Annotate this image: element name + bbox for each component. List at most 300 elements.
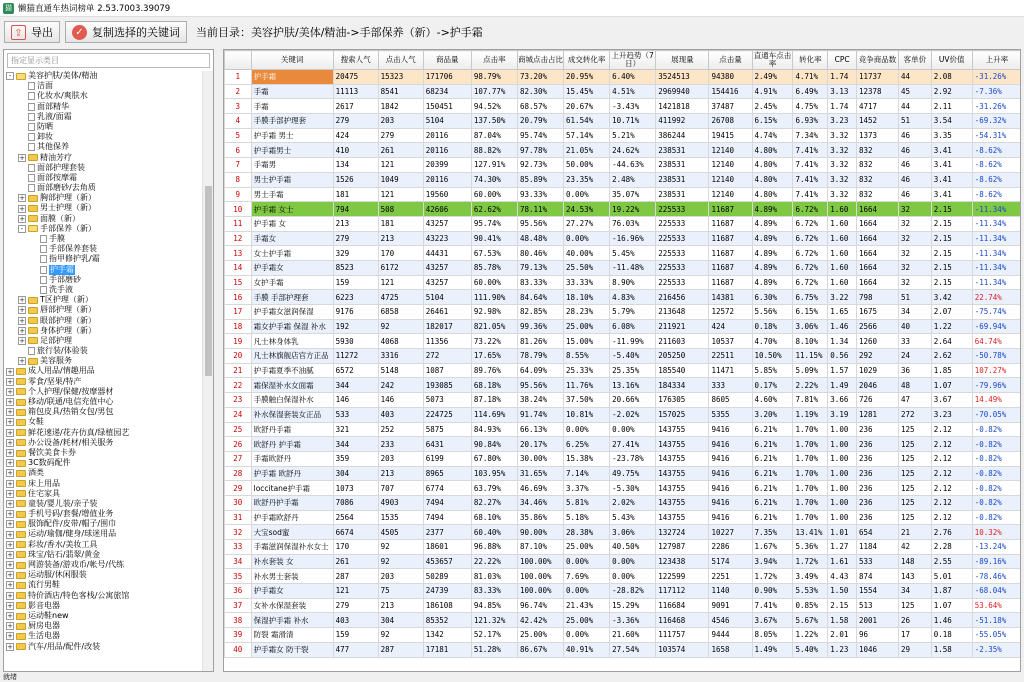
tree-item[interactable] xyxy=(4,102,203,112)
tree-item[interactable] xyxy=(4,397,203,407)
table-cell: 2.92 xyxy=(931,84,972,99)
table-cell: 7.41% xyxy=(793,158,828,173)
table-row[interactable] xyxy=(225,642,1022,657)
table-row[interactable] xyxy=(225,393,1022,408)
table-cell: 5.53% xyxy=(793,584,828,599)
tree-item[interactable] xyxy=(4,305,203,315)
table-row[interactable] xyxy=(225,260,1022,275)
tree-item[interactable] xyxy=(4,468,203,478)
tree-item[interactable] xyxy=(4,377,203,387)
tree-item[interactable] xyxy=(4,519,203,529)
expand-icon[interactable]: + xyxy=(7,459,13,468)
expand-icon[interactable]: + xyxy=(19,326,25,335)
keyword-cell[interactable]: 手霜女 xyxy=(251,231,333,246)
expand-icon[interactable]: + xyxy=(7,642,13,651)
table-row[interactable] xyxy=(225,334,1022,349)
table-row[interactable] xyxy=(225,84,1022,99)
expand-icon[interactable]: + xyxy=(7,571,13,580)
keyword-cell[interactable]: loccitane护手霜 xyxy=(251,481,333,496)
tree-item[interactable] xyxy=(4,316,203,326)
table-cell: 32 xyxy=(898,216,931,231)
table-cell: 32 xyxy=(898,202,931,217)
column-header[interactable]: 展现量 xyxy=(656,51,709,70)
column-header[interactable]: 商城点击占比 xyxy=(517,51,563,70)
tree-item[interactable] xyxy=(4,356,203,366)
table-cell: 64.74% xyxy=(972,334,1021,349)
row-index: 40 xyxy=(225,642,252,657)
table-row[interactable] xyxy=(225,481,1022,496)
keyword-cell[interactable]: 男士护手霜 xyxy=(251,172,333,187)
keyword-cell[interactable]: 手膜手部护理套 xyxy=(251,114,333,129)
keyword-cell[interactable]: 护手霜女 防干裂 xyxy=(251,642,333,657)
table-cell: 5073 xyxy=(423,393,471,408)
row-index: 37 xyxy=(225,598,252,613)
tree-item[interactable] xyxy=(4,499,203,509)
table-cell: 4.74% xyxy=(752,128,793,143)
table-cell: 213 xyxy=(378,466,423,481)
column-header[interactable]: 点击率 xyxy=(471,51,517,70)
table-cell: 1073 xyxy=(333,481,378,496)
keyword-cell[interactable]: 补水保湿套装女正品 xyxy=(251,407,333,422)
tree-item-label: 面部按摩霜 xyxy=(37,172,77,182)
expand-icon[interactable]: + xyxy=(7,499,13,508)
table-row[interactable] xyxy=(225,290,1022,305)
tree-item[interactable] xyxy=(4,224,203,234)
tree-item[interactable] xyxy=(4,214,203,224)
table-cell: 34 xyxy=(898,305,931,320)
table-cell: 6.21% xyxy=(752,437,793,452)
table-cell: 20.17% xyxy=(517,437,563,452)
keyword-cell[interactable]: 护手霜欧舒丹 xyxy=(251,510,333,525)
column-header[interactable]: 点击人气 xyxy=(378,51,423,70)
expand-icon[interactable]: + xyxy=(7,479,13,488)
table-cell: 17181 xyxy=(423,642,471,657)
table-cell: 279 xyxy=(333,114,378,129)
folder-icon xyxy=(16,582,26,589)
tree-item[interactable] xyxy=(4,285,203,295)
tree-item[interactable] xyxy=(4,560,203,570)
column-header[interactable]: 上升趋势（7日） xyxy=(611,51,654,68)
table-cell: 5875 xyxy=(423,422,471,437)
tree-item[interactable] xyxy=(4,346,203,356)
table-row[interactable] xyxy=(225,349,1022,364)
tree-item[interactable] xyxy=(4,153,203,163)
table-cell: -28.82% xyxy=(610,584,656,599)
keyword-cell[interactable]: 保湿护手霜 补水 xyxy=(251,613,333,628)
tree-item[interactable] xyxy=(4,91,203,101)
tree-item[interactable] xyxy=(4,631,203,641)
document-icon xyxy=(28,174,35,182)
keyword-cell[interactable]: 女护手霜 xyxy=(251,275,333,290)
table-cell: 1.70% xyxy=(793,451,828,466)
column-header[interactable]: 点击量 xyxy=(709,51,752,70)
column-header[interactable]: 成交转化率 xyxy=(564,51,610,70)
tree-item[interactable] xyxy=(4,591,203,601)
keyword-cell[interactable]: 补水男士套装 xyxy=(251,569,333,584)
table-row[interactable] xyxy=(225,554,1022,569)
table-row[interactable] xyxy=(225,143,1022,158)
column-header[interactable]: 直通车点击率 xyxy=(753,51,792,68)
tree-item[interactable] xyxy=(4,458,203,468)
tree-item[interactable] xyxy=(4,479,203,489)
table-row[interactable] xyxy=(225,437,1022,452)
column-header[interactable]: 关键词 xyxy=(251,51,333,70)
tree-item[interactable] xyxy=(4,81,203,91)
expand-icon[interactable]: + xyxy=(7,591,13,600)
table-cell: 94.52% xyxy=(471,99,517,114)
expand-icon[interactable]: + xyxy=(19,214,25,223)
tree-filter-input[interactable]: 指定显示类目 xyxy=(7,53,210,68)
expand-icon[interactable]: + xyxy=(7,428,13,437)
table-cell: 4.70% xyxy=(752,334,793,349)
tree-item[interactable] xyxy=(4,489,203,499)
tree-item[interactable] xyxy=(4,407,203,417)
tree-item[interactable] xyxy=(4,428,203,438)
table-cell: 211921 xyxy=(656,319,709,334)
table-cell: 114.69% xyxy=(471,407,517,422)
tree-item[interactable] xyxy=(4,448,203,458)
keyword-cell[interactable]: 凡士林旗舰店官方正品 xyxy=(251,349,333,364)
column-header[interactable]: 客单价 xyxy=(898,51,931,70)
table-row[interactable] xyxy=(225,114,1022,129)
tree-item[interactable] xyxy=(4,173,203,183)
expand-icon[interactable]: + xyxy=(19,357,25,366)
table-cell: 2.12 xyxy=(931,481,972,496)
table-cell: 2.12 xyxy=(931,466,972,481)
table-row[interactable] xyxy=(225,319,1022,334)
tree-item[interactable] xyxy=(4,570,203,580)
tree-item-label: 移动/联通/电信充值中心 xyxy=(28,397,114,406)
table-cell: 9416 xyxy=(709,451,752,466)
table-cell: 127.91% xyxy=(471,158,517,173)
table-row[interactable] xyxy=(225,216,1022,231)
table-cell: 107.77% xyxy=(471,84,517,99)
keyword-cell[interactable]: 霜女护手霜 保湿 补水 xyxy=(251,319,333,334)
expand-icon[interactable]: + xyxy=(7,550,13,559)
table-cell: 14.49% xyxy=(972,393,1021,408)
table-cell: 5355 xyxy=(709,407,752,422)
table-row[interactable] xyxy=(225,613,1022,628)
tree-item[interactable] xyxy=(4,642,203,652)
table-cell: 238531 xyxy=(656,158,709,173)
expand-icon[interactable]: + xyxy=(19,336,25,345)
expand-icon[interactable]: + xyxy=(7,622,13,631)
expand-icon[interactable]: + xyxy=(7,438,13,447)
keyword-cell[interactable]: 补水套装 女 xyxy=(251,554,333,569)
tree-item[interactable] xyxy=(4,71,203,81)
folder-icon xyxy=(16,643,26,650)
tree-item[interactable] xyxy=(4,540,203,550)
collapse-icon[interactable]: - xyxy=(18,225,26,233)
table-cell: 2564 xyxy=(333,510,378,525)
expand-icon[interactable]: + xyxy=(7,612,13,621)
table-row[interactable] xyxy=(225,70,1022,85)
table-cell: -5.40% xyxy=(610,349,656,364)
tree-item[interactable] xyxy=(4,580,203,590)
row-index: 26 xyxy=(225,437,252,452)
table-row[interactable] xyxy=(225,540,1022,555)
table-cell: 10227 xyxy=(709,525,752,540)
table-cell: 3.49% xyxy=(793,569,828,584)
table-cell: 21.05% xyxy=(564,143,610,158)
expand-icon[interactable]: + xyxy=(7,449,13,458)
table-row[interactable] xyxy=(225,363,1022,378)
expand-icon[interactable]: + xyxy=(19,204,25,213)
column-header[interactable]: 搜索人气 xyxy=(333,51,378,70)
keyword-cell[interactable]: 护手霜女滋润保湿 xyxy=(251,305,333,320)
expand-icon[interactable]: + xyxy=(7,540,13,549)
keyword-cell[interactable]: 护手霜 xyxy=(251,70,333,85)
tree-item[interactable] xyxy=(4,142,203,152)
expand-icon[interactable]: + xyxy=(19,316,25,325)
table-cell: 27.27% xyxy=(564,216,610,231)
tree-item[interactable] xyxy=(4,112,203,122)
table-cell: 75 xyxy=(378,584,423,599)
tree-item[interactable] xyxy=(4,438,203,448)
table-row[interactable] xyxy=(225,158,1022,173)
table-cell: 213 xyxy=(333,216,378,231)
expand-icon[interactable]: + xyxy=(7,510,13,519)
tree-item[interactable] xyxy=(4,336,203,346)
folder-icon xyxy=(16,541,26,548)
document-icon xyxy=(28,347,35,355)
keyword-cell[interactable]: 护手霜 女 xyxy=(251,216,333,231)
table-cell: -55.05% xyxy=(972,628,1021,643)
table-row[interactable] xyxy=(225,275,1022,290)
column-header[interactable]: CPC xyxy=(828,51,857,70)
table-cell: 92.73% xyxy=(517,158,563,173)
keyword-cell[interactable]: 女补水保湿套装 xyxy=(251,598,333,613)
table-cell: 5.81% xyxy=(564,495,610,510)
table-cell: 2.28 xyxy=(931,540,972,555)
expand-icon[interactable]: + xyxy=(7,489,13,498)
expand-icon[interactable]: + xyxy=(7,418,13,427)
column-header[interactable] xyxy=(225,51,252,70)
table-row[interactable] xyxy=(225,584,1022,599)
expand-icon[interactable]: + xyxy=(7,530,13,539)
table-row[interactable] xyxy=(225,569,1022,584)
folder-icon xyxy=(16,531,26,538)
expand-icon[interactable]: + xyxy=(7,367,13,376)
title-bar xyxy=(0,0,1024,17)
expand-icon[interactable]: + xyxy=(19,194,25,203)
collapse-icon[interactable]: - xyxy=(6,72,14,80)
keyword-cell[interactable]: 欧舒丹护手霜 xyxy=(251,495,333,510)
keyword-cell[interactable]: 手霜 xyxy=(251,99,333,114)
table-row[interactable] xyxy=(225,246,1022,261)
keyword-cell[interactable]: 护手霜 欧舒丹 xyxy=(251,466,333,481)
tree-item[interactable] xyxy=(4,203,203,213)
category-tree xyxy=(4,71,203,671)
tree-item[interactable] xyxy=(4,417,203,427)
expand-icon[interactable]: + xyxy=(7,469,13,478)
keyword-cell[interactable]: 欧舒丹 护手霜 xyxy=(251,437,333,452)
expand-icon[interactable]: + xyxy=(19,306,25,315)
table-cell: 1.61 xyxy=(828,554,857,569)
table-row[interactable] xyxy=(225,378,1022,393)
keyword-cell[interactable]: 护手霜夏季不油腻 xyxy=(251,363,333,378)
tree-item[interactable] xyxy=(4,550,203,560)
folder-open-icon xyxy=(16,73,26,80)
table-cell: 63.79% xyxy=(471,481,517,496)
table-row[interactable] xyxy=(225,466,1022,481)
copy-keywords-button[interactable] xyxy=(65,21,187,43)
table-cell: 4725 xyxy=(378,290,423,305)
expand-icon[interactable]: + xyxy=(7,377,13,386)
keyword-cell[interactable]: 护手霜 男士 xyxy=(251,128,333,143)
table-cell: 5.56% xyxy=(752,305,793,320)
table-cell: 236 xyxy=(856,451,898,466)
tree-item[interactable] xyxy=(4,193,203,203)
expand-icon[interactable]: + xyxy=(7,520,13,529)
folder-icon xyxy=(16,378,26,385)
keyword-cell[interactable]: 手膜 手部护理套 xyxy=(251,290,333,305)
table-row[interactable] xyxy=(225,628,1022,643)
table-cell: 20475 xyxy=(333,70,378,85)
table-row[interactable] xyxy=(225,305,1022,320)
table-cell: 1.70% xyxy=(793,510,828,525)
table-cell: 386244 xyxy=(656,128,709,143)
keyword-cell[interactable]: 霜保湿补水女面霜 xyxy=(251,378,333,393)
table-row[interactable] xyxy=(225,187,1022,202)
table-row[interactable] xyxy=(225,99,1022,114)
tree-item-label: 乳液/面霜 xyxy=(37,111,72,121)
table-cell: 82.27% xyxy=(471,495,517,510)
table-cell: 1.46 xyxy=(931,613,972,628)
table-cell: 23.35% xyxy=(564,172,610,187)
column-header[interactable]: 转化率 xyxy=(793,51,828,70)
tree-item-label: 箱包皮具/热销女包/男包 xyxy=(28,407,114,417)
table-cell: -13.24% xyxy=(972,540,1021,555)
tree-item[interactable] xyxy=(4,254,203,264)
table-row[interactable] xyxy=(225,407,1022,422)
expand-icon[interactable]: + xyxy=(7,387,13,396)
keyword-cell[interactable]: 欧舒丹手霜 xyxy=(251,422,333,437)
keyword-cell[interactable]: 护手霜女 xyxy=(251,260,333,275)
tree-item-label: 童装/婴儿装/亲子装 xyxy=(28,498,98,508)
keyword-cell[interactable]: 护手霜男士 xyxy=(251,143,333,158)
tree-item[interactable] xyxy=(4,295,203,305)
table-cell: 2.15 xyxy=(931,260,972,275)
keyword-cell[interactable]: 护手霜女 xyxy=(251,584,333,599)
tree-scrollbar-thumb[interactable] xyxy=(205,186,212,376)
table-cell: 11687 xyxy=(709,260,752,275)
export-button[interactable] xyxy=(4,21,60,43)
table-row[interactable] xyxy=(225,172,1022,187)
table-cell: 1535 xyxy=(378,510,423,525)
keyword-cell[interactable]: 防裂 霜滑清 xyxy=(251,628,333,643)
table-cell: 3.32 xyxy=(828,143,857,158)
table-header xyxy=(225,51,1022,70)
keyword-cell[interactable]: 手霜欧舒丹 xyxy=(251,451,333,466)
tree-item[interactable] xyxy=(4,132,203,142)
table-cell: 60.00% xyxy=(471,187,517,202)
expand-icon[interactable]: + xyxy=(7,601,13,610)
column-header[interactable]: UV价值 xyxy=(931,51,972,70)
keyword-cell[interactable]: 护手霜 女士 xyxy=(251,202,333,217)
expand-icon[interactable]: + xyxy=(7,581,13,590)
keyword-cell[interactable]: 女士护手霜 xyxy=(251,246,333,261)
table-row[interactable] xyxy=(225,525,1022,540)
tree-item[interactable] xyxy=(4,163,203,173)
folder-icon xyxy=(28,337,38,344)
table-row[interactable] xyxy=(225,422,1022,437)
tree-item[interactable] xyxy=(4,529,203,539)
table-cell: 20116 xyxy=(423,128,471,143)
table-row[interactable] xyxy=(225,451,1022,466)
expand-icon[interactable]: + xyxy=(19,153,25,162)
tree-item[interactable] xyxy=(4,366,203,376)
table-cell: 85.78% xyxy=(471,260,517,275)
tree-item[interactable] xyxy=(4,275,203,285)
column-header[interactable]: 竞争商品数 xyxy=(856,51,898,70)
tree-item[interactable] xyxy=(4,326,203,336)
tree-item[interactable] xyxy=(4,621,203,631)
folder-icon xyxy=(16,562,26,569)
table-row[interactable] xyxy=(225,231,1022,246)
keyword-cell[interactable]: 男士手霜 xyxy=(251,187,333,202)
table-cell: 4068 xyxy=(378,334,423,349)
tree-item[interactable] xyxy=(4,509,203,519)
table-cell: 21.43% xyxy=(564,598,610,613)
keyword-cell[interactable]: 凡士林身体乳 xyxy=(251,334,333,349)
table-row[interactable] xyxy=(225,128,1022,143)
tree-item-label: 厨房电器 xyxy=(28,621,60,631)
table-row[interactable] xyxy=(225,598,1022,613)
table-cell: 8.55% xyxy=(564,349,610,364)
keyword-cell[interactable]: 手霜滋润保湿补水女士 xyxy=(251,540,333,555)
table-cell: 6.93% xyxy=(793,114,828,129)
folder-icon xyxy=(16,480,26,487)
column-header[interactable]: 上升率 xyxy=(972,51,1021,70)
table-cell: 1.70% xyxy=(793,422,828,437)
table-cell: 238531 xyxy=(656,187,709,202)
table-cell: 236 xyxy=(856,510,898,525)
tree-item-label: 精油芳疗 xyxy=(40,152,72,162)
table-cell: 2.55 xyxy=(931,554,972,569)
tree-item[interactable] xyxy=(4,601,203,611)
tree-scrollbar[interactable] xyxy=(202,71,213,671)
row-index: 36 xyxy=(225,584,252,599)
keyword-cell[interactable]: 手霜 xyxy=(251,84,333,99)
table-cell: 4.89% xyxy=(752,275,793,290)
table-cell: 1.22 xyxy=(931,319,972,334)
column-header[interactable]: 商品量 xyxy=(423,51,471,70)
table-cell: 1.22% xyxy=(793,628,828,643)
keyword-cell[interactable]: 手霜男 xyxy=(251,158,333,173)
keyword-cell[interactable]: 手膜触白保湿补水 xyxy=(251,393,333,408)
tree-item[interactable] xyxy=(4,387,203,397)
table-cell: 2.15 xyxy=(931,202,972,217)
expand-icon[interactable]: + xyxy=(19,296,25,305)
expand-icon[interactable]: + xyxy=(7,561,13,570)
row-index: 10 xyxy=(225,202,252,217)
tree-item[interactable] xyxy=(4,234,203,244)
tree-item[interactable] xyxy=(4,244,203,254)
tree-item[interactable] xyxy=(4,183,203,193)
table-row[interactable] xyxy=(225,495,1022,510)
tree-item[interactable] xyxy=(4,611,203,621)
table-cell: 121 xyxy=(333,584,378,599)
expand-icon[interactable]: + xyxy=(7,398,13,407)
table-row[interactable] xyxy=(225,510,1022,525)
expand-icon[interactable]: + xyxy=(7,632,13,641)
tree-item[interactable] xyxy=(4,122,203,132)
table-row[interactable] xyxy=(225,202,1022,217)
tree-item[interactable] xyxy=(4,265,203,275)
keyword-cell[interactable]: 大宝sod蜜 xyxy=(251,525,333,540)
expand-icon[interactable]: + xyxy=(7,408,13,417)
